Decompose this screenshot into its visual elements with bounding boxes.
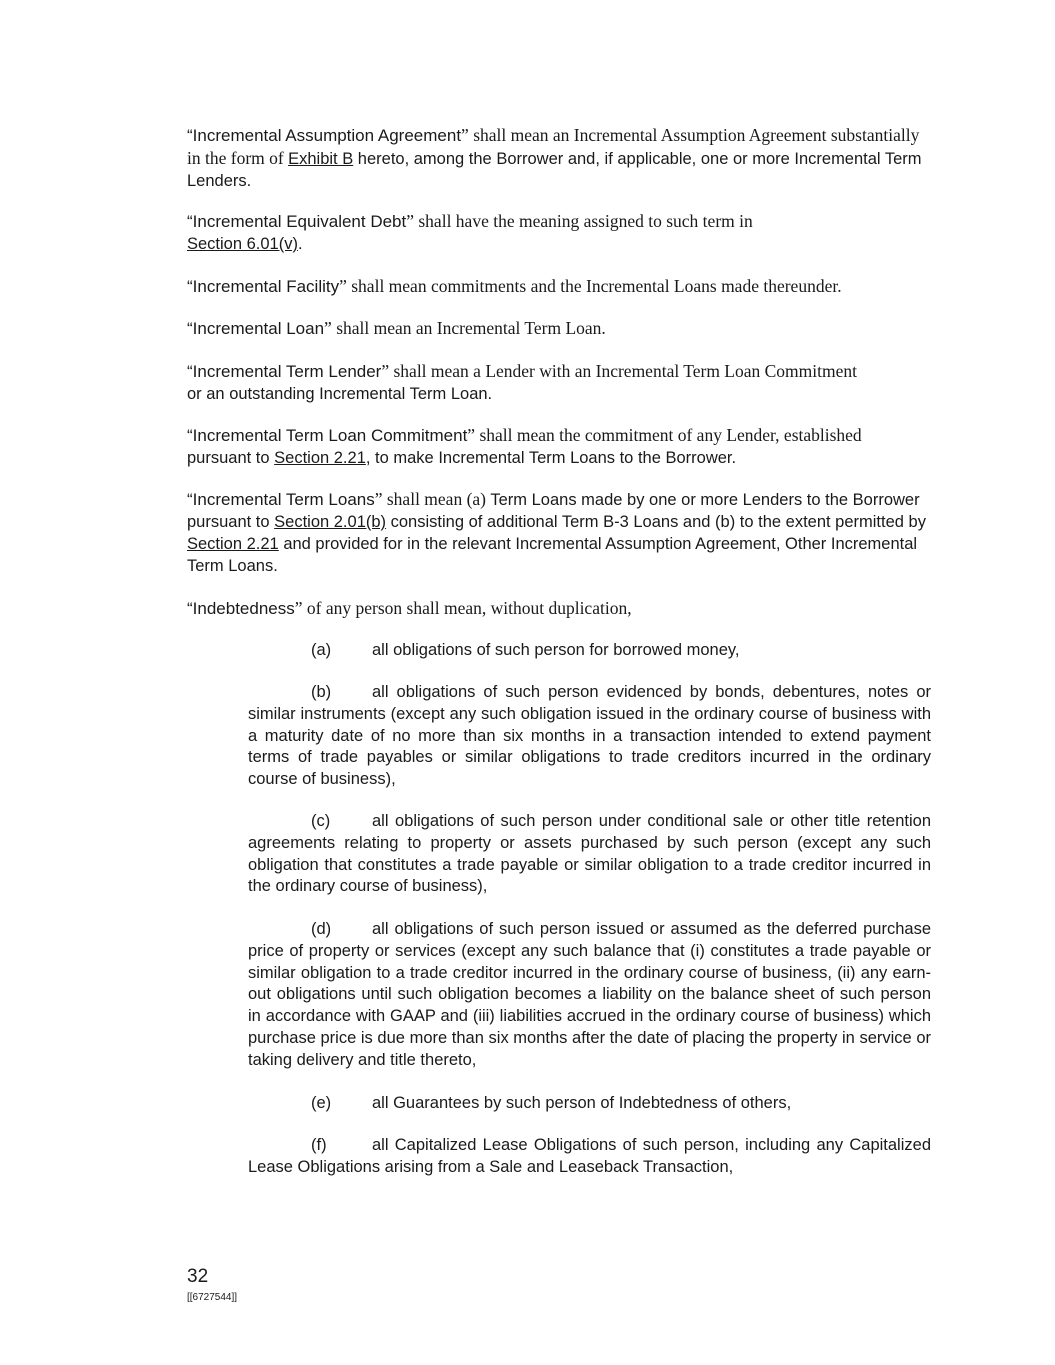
clause-e <box>248 1093 931 1115</box>
definition-text: Term Loans made by one or more Lenders to the Borrower pursuant to <box>187 491 920 531</box>
clause-d <box>248 919 931 1072</box>
open-quote: “ <box>187 362 193 381</box>
clause-text: all obligations of such person evidenced by bonds, debentures, notes or similar instruments (except any such obligation issued in the ordinary course of business with a maturity date of no more than six months in a transaction intended to extend payment terms of trade payables or similar obligations to trade creditors incurred in the ordinary course of business), <box>248 683 931 789</box>
definition-text: ” shall mean an Incremental Term Loan. <box>324 318 606 338</box>
open-quote: “ <box>187 277 193 296</box>
definition-incremental-assumption-agreement <box>187 124 932 192</box>
page-number: 32 <box>187 1266 209 1287</box>
defined-term: Incremental Equivalent Debt <box>192 212 407 231</box>
clause-label: (a) <box>311 641 332 659</box>
open-quote: “ <box>187 126 193 145</box>
definition-text: ” shall have the meaning assigned to such term in <box>406 211 753 231</box>
clause-text: all obligations of such person for borrowed money, <box>372 641 740 659</box>
clause-b <box>248 682 931 791</box>
definition-text: pursuant to <box>187 449 275 467</box>
clause-label: (d) <box>311 920 332 938</box>
definition-incremental-equivalent-debt <box>187 210 932 255</box>
open-quote: “ <box>187 212 193 231</box>
definition-text: hereto, among the Borrower and, if applicable, one or more Incremental Term Lenders. <box>187 150 922 190</box>
clause-text: all Guarantees by such person of Indebtedness of others, <box>372 1094 792 1112</box>
definition-incremental-term-lender <box>187 360 932 405</box>
exhibit-b-link[interactable]: Exhibit B <box>288 150 354 168</box>
defined-term: Incremental Assumption Agreement <box>192 126 462 145</box>
definition-text: ” shall mean an Incremental Assumption Agreement substantially in the form of <box>187 125 920 168</box>
clause-label: (c) <box>311 812 331 830</box>
open-quote: “ <box>187 426 193 445</box>
definition-text: and provided for in the relevant Incremental Assumption Agreement, Other Incremental Term Loans. <box>187 535 918 575</box>
section-2-21-link[interactable]: Section 2.21 <box>274 449 366 467</box>
definition-text: ” shall mean (a) <box>374 489 491 509</box>
clause-f <box>248 1135 931 1179</box>
definition-text: ” shall mean commitments and the Incremental Loans made thereunder. <box>339 276 842 296</box>
definition-text: ” of any person shall mean, without duplication, <box>294 598 632 618</box>
definition-text: or an outstanding Incremental Term Loan. <box>187 385 493 403</box>
definition-text: ” shall mean a Lender with an Incremental Term Loan Commitment <box>381 361 857 381</box>
clause-label: (f) <box>311 1136 327 1154</box>
definition-incremental-term-loan-commitment <box>187 424 932 469</box>
open-quote: “ <box>187 319 193 338</box>
clause-text: all Capitalized Lease Obligations of such person, including any Capitalized Lease Obligations arising from a Sale and Leaseback Transaction, <box>248 1136 931 1176</box>
defined-term: Incremental Term Lender <box>192 362 382 381</box>
section-6-01-v-link[interactable]: Section 6.01(v) <box>187 235 298 253</box>
clause-a <box>248 640 931 662</box>
clause-c <box>248 811 931 898</box>
definition-text: . <box>297 235 303 253</box>
section-2-21-link[interactable]: Section 2.21 <box>187 535 279 553</box>
defined-term: Incremental Term Loans <box>192 490 375 509</box>
document-id: [[6727544]] <box>187 1292 238 1303</box>
defined-term: Indebtedness <box>192 599 295 618</box>
section-2-01-b-link[interactable]: Section 2.01(b) <box>274 513 387 531</box>
clause-label: (e) <box>311 1094 332 1112</box>
open-quote: “ <box>187 490 193 509</box>
definition-indebtedness <box>187 597 932 620</box>
defined-term: Incremental Loan <box>192 319 325 338</box>
clause-text: all obligations of such person issued or assumed as the deferred purchase price of property or services (except any such balance that (i) constitutes a trade payable or similar obligation to a trade creditor incurred in the ordinary course of business, (ii) any earn-out obligations until such obligation becomes a liability on the balance sheet of such person in accordance with GAAP and (iii) liabilities accrued in the ordinary course of business) which purchase price is due more than six months after the date of placing the property in service or taking delivery and title thereto, <box>248 920 931 1069</box>
definition-incremental-term-loans <box>187 488 932 577</box>
definition-text: , to make Incremental Term Loans to the Borrower. <box>365 449 737 467</box>
defined-term: Incremental Term Loan Commitment <box>192 426 468 445</box>
definition-incremental-loan <box>187 317 932 340</box>
defined-term: Incremental Facility <box>192 277 340 296</box>
open-quote: “ <box>187 599 193 618</box>
definition-text: consisting of additional Term B-3 Loans and (b) to the extent permitted by <box>386 513 926 531</box>
clause-label: (b) <box>311 683 332 701</box>
clause-text: all obligations of such person under conditional sale or other title retention agreements relating to property or assets purchased by such person (except any such obligation that constitutes a trade payable or similar obligation to a trade creditor incurred in the ordinary course of business), <box>248 812 931 896</box>
definition-text: ” shall mean the commitment of any Lender, established <box>467 425 862 445</box>
definition-incremental-facility <box>187 275 932 298</box>
